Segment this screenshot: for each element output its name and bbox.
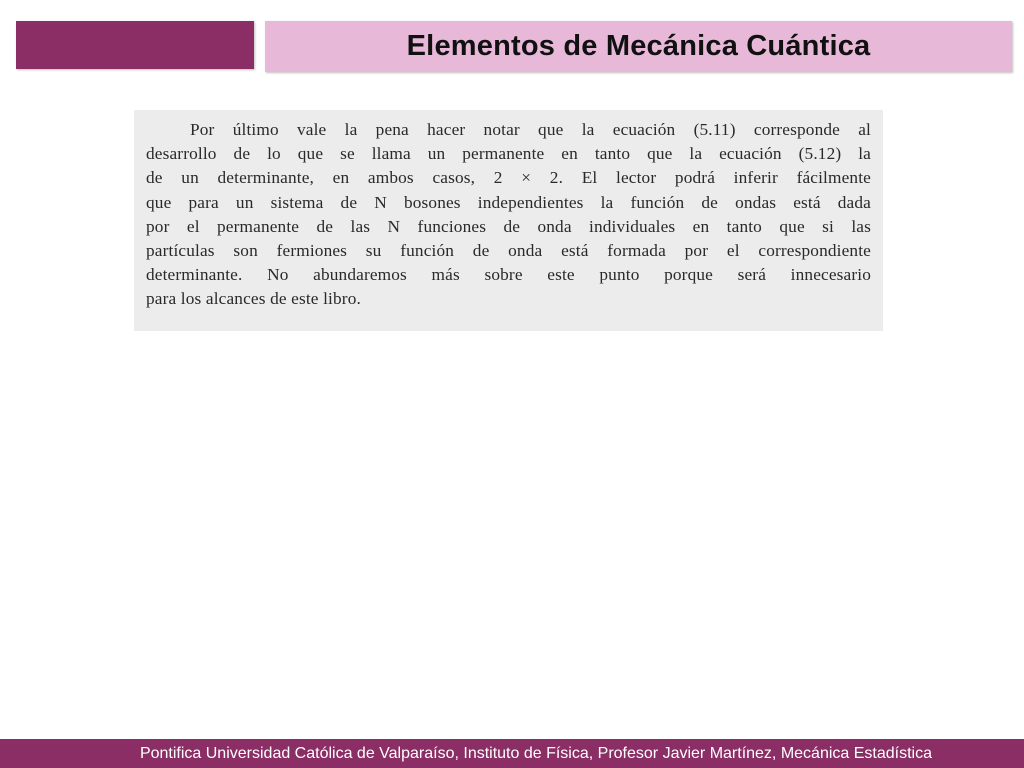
scan-line: partículas son fermiones su función de onda está formada por el correspondiente: [146, 241, 871, 261]
scanned-text-image: [134, 110, 883, 331]
scan-line: determinante. No abundaremos más sobre este punto porque será innecesario: [146, 265, 871, 285]
title-bar: [265, 21, 1012, 72]
header-accent-block: [16, 21, 254, 69]
scan-line: para los alcances de este libro.: [146, 289, 361, 309]
footer-text: Pontifica Universidad Católica de Valparaíso, Instituto de Física, Profesor Javier Martínez, Mecánica Estadística: [139, 744, 932, 762]
scan-line: Por último vale la pena hacer notar que la ecuación (5.11) corresponde al: [190, 120, 871, 139]
scan-line: de un determinante, en ambos casos, 2 × 2. El lector podrá inferir fácilmente: [146, 168, 871, 188]
scan-line: que para un sistema de N bosones independientes la función de ondas está dada: [146, 192, 871, 212]
slide-title: Elementos de Mecánica Cuántica: [406, 30, 871, 62]
scan-line: por el permanente de las N funciones de onda individuales en tanto que si las: [146, 216, 871, 236]
footer-bar: [0, 739, 1024, 768]
scan-line: desarrollo de lo que se llama un permanente en tanto que la ecuación (5.12) la: [146, 144, 871, 164]
